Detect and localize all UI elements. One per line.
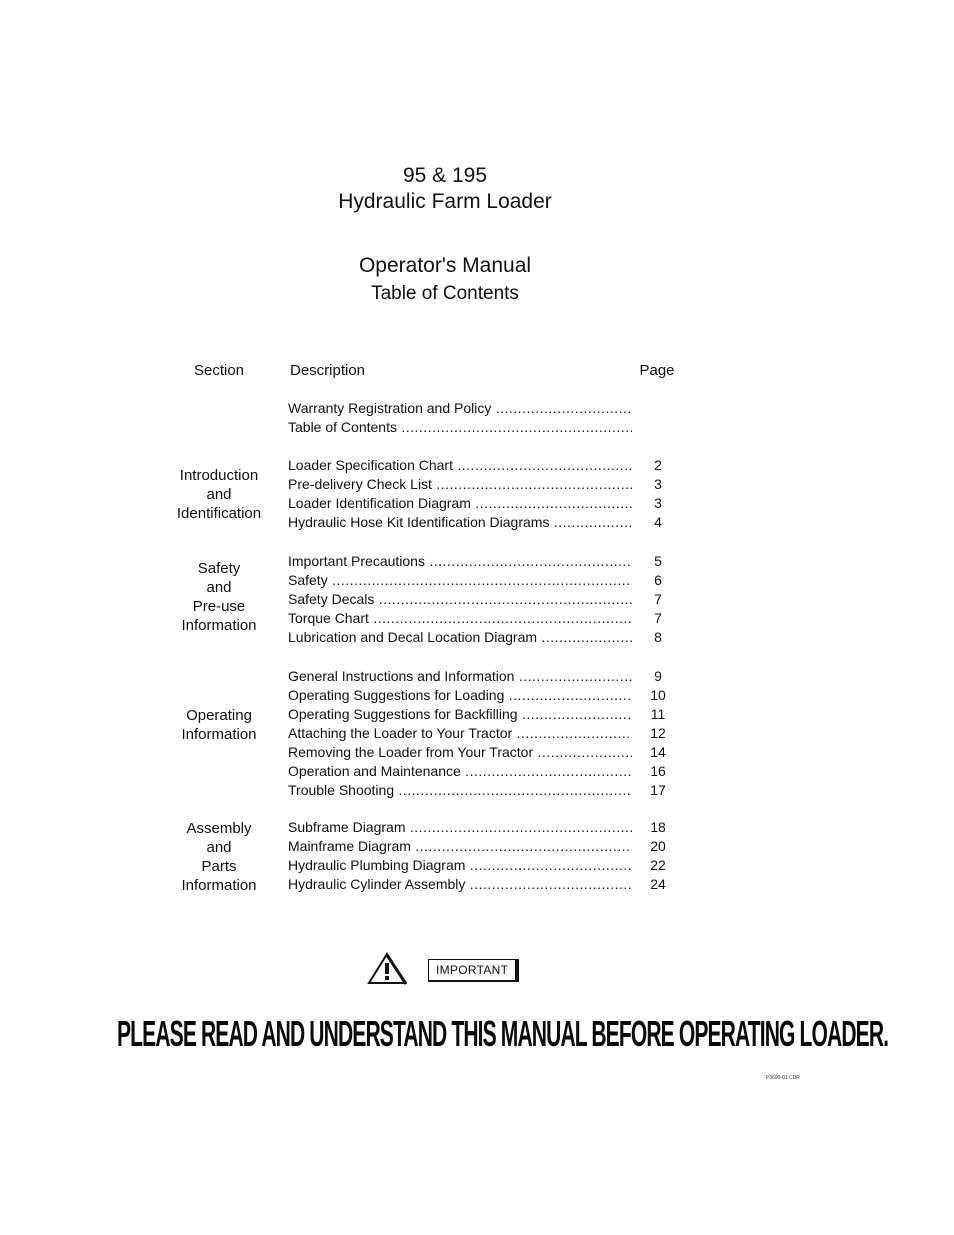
entry-page: 12 (650, 725, 666, 741)
entry-page: 22 (650, 857, 666, 873)
section-label-line: Parts (201, 858, 237, 875)
section-label-introduction (160, 466, 278, 523)
important-badge: IMPORTANT (428, 959, 519, 982)
read-manual-warning: PLEASE READ AND UNDERSTAND THIS MANUAL BEFORE OPERATING LOADER. (117, 1013, 889, 1054)
product-name: Hydraulic Farm Loader (338, 190, 552, 213)
entry-description: Hydraulic Hose Kit Identification Diagrams ..... (288, 513, 632, 532)
section-label-line: Pre-use (192, 598, 246, 615)
entry-description: Hydraulic Cylinder Assembly ..... (288, 875, 632, 894)
entry-page: 8 (654, 629, 662, 645)
entry-page: 16 (650, 763, 666, 779)
section-label-line: Safety (197, 560, 241, 577)
section-label-line: and (206, 486, 232, 503)
model-number: 95 & 195 (402, 164, 488, 187)
section-label-line: Information (181, 877, 257, 894)
entry-description: Operating Suggestions for Loading ..... (288, 686, 632, 705)
entry-page: 2 (654, 457, 662, 473)
entry-description: Pre-delivery Check List ..... (288, 475, 632, 494)
entry-description: Important Precautions ..... (288, 552, 632, 571)
section-label-operating (160, 706, 278, 744)
section-label-assembly (160, 819, 278, 895)
manual-title: Operator's Manual (358, 254, 532, 277)
entry-description: Table of Contents ..... (288, 418, 632, 437)
warning-triangle-icon (366, 952, 408, 991)
entry-page: 24 (650, 876, 666, 892)
entry-description: Removing the Loader from Your Tractor ..... (288, 743, 632, 762)
entry-page: 6 (654, 572, 662, 588)
description-column-header: Description (290, 362, 366, 379)
section-label-line: Information (181, 726, 257, 743)
section-label-line: and (206, 839, 232, 856)
entry-page: 5 (654, 553, 662, 569)
entry-page: 3 (654, 476, 662, 492)
entry-description: Loader Identification Diagram ..... (288, 494, 632, 513)
entry-page: 7 (654, 610, 662, 626)
section-label-line: Operating (186, 707, 252, 724)
entry-page: 14 (650, 744, 666, 760)
entry-description: Safety ..... (288, 571, 632, 590)
entry-page: 18 (650, 819, 666, 835)
entry-page: 10 (650, 687, 666, 703)
entry-description: General Instructions and Information ..... (288, 667, 632, 686)
page-column-header: Page (639, 362, 675, 379)
file-code: P3690-01.CDR (766, 1075, 800, 1081)
entry-description: Lubrication and Decal Location Diagram ..... (288, 628, 632, 647)
entry-description: Torque Chart ..... (288, 609, 632, 628)
entry-page: 11 (650, 706, 666, 722)
entry-description: Warranty Registration and Policy ..... (288, 399, 632, 418)
entry-description: Trouble Shooting ..... (288, 781, 632, 800)
entry-description: Safety Decals ..... (288, 590, 632, 609)
section-label-line: Identification (176, 505, 262, 522)
toc-title: Table of Contents (371, 283, 519, 304)
entry-description: Hydraulic Plumbing Diagram ..... (288, 856, 632, 875)
entry-description: Operating Suggestions for Backfilling ..... (288, 705, 632, 724)
entry-page: 9 (654, 668, 662, 684)
entry-page: 3 (654, 495, 662, 511)
entry-page: 7 (654, 591, 662, 607)
entry-description: Mainframe Diagram ..... (288, 837, 632, 856)
entry-page: 20 (650, 838, 666, 854)
section-label-line: Introduction (179, 467, 259, 484)
section-label-line: and (206, 579, 232, 596)
entry-description: Operation and Maintenance ..... (288, 762, 632, 781)
section-column-header: Section (193, 362, 245, 379)
entry-description: Subframe Diagram ..... (288, 818, 632, 837)
entry-page: 17 (650, 782, 666, 798)
entry-page: 4 (654, 514, 662, 530)
section-label-line: Information (181, 617, 257, 634)
entry-description: Loader Specification Chart ..... (288, 456, 632, 475)
section-label-line: Assembly (186, 820, 252, 837)
section-label-safety (160, 559, 278, 635)
entry-description: Attaching the Loader to Your Tractor ..... (288, 724, 632, 743)
